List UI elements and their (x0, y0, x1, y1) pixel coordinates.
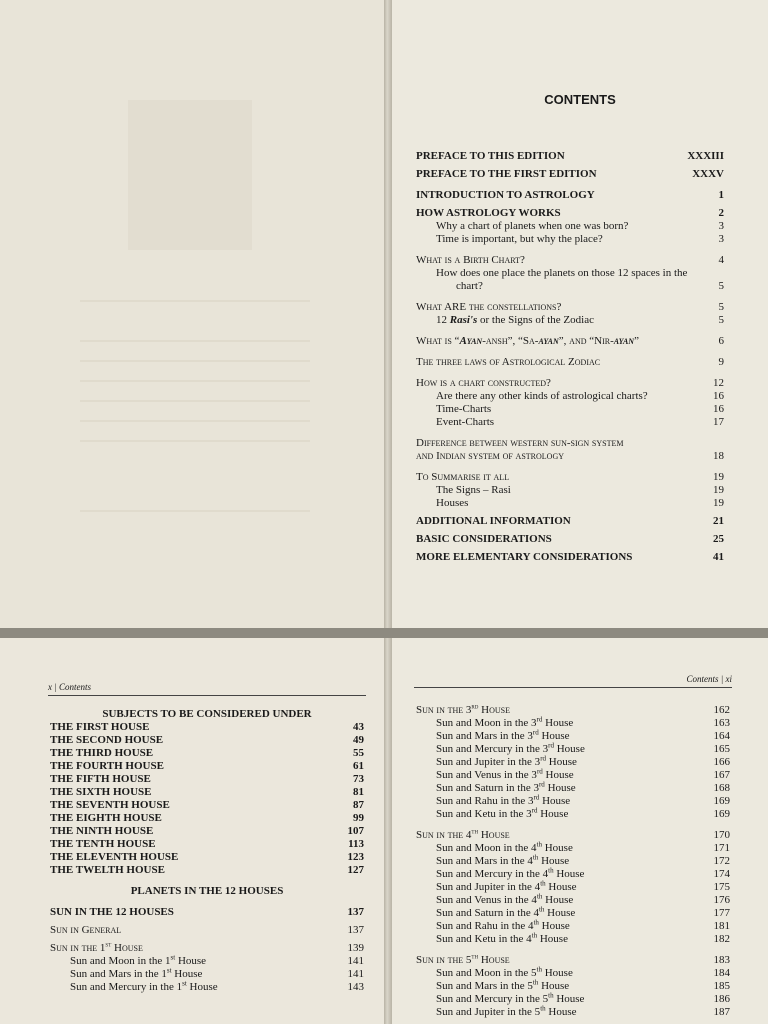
toc-subentry: Sun and Jupiter in the 4th House 175 (436, 879, 730, 893)
toc-entry: THE THIRD HOUSE 55 (50, 747, 364, 759)
toc-subentry: Sun and Venus in the 3rd House 167 (436, 767, 730, 781)
toc-subentry: Sun and Moon in the 5th House 184 (436, 965, 730, 979)
show-through-line (80, 420, 310, 422)
toc-subentry: Sun and Mercury in the 1st House 143 (70, 979, 364, 993)
toc-subentry: Sun and Moon in the 1st House 141 (70, 953, 364, 967)
toc-entry: BASIC CONSIDERATIONS 25 (416, 533, 724, 545)
toc-entry: To Summarise it all 19 (416, 471, 724, 483)
toc-entry: INTRODUCTION TO ASTROLOGY 1 (416, 189, 724, 201)
section-heading: SUBJECTS TO BE CONSIDERED UNDER (102, 708, 312, 720)
toc-entry: THE TWELTH HOUSE 127 (50, 864, 364, 876)
book-gutter (384, 0, 392, 628)
toc-entry: THE FIRST HOUSE 43 (50, 721, 364, 733)
scan-divider (0, 628, 768, 638)
page-x (0, 638, 384, 1024)
section-heading: PLANETS IN THE 12 HOUSES (130, 885, 284, 897)
toc-subentry: Sun and Venus in the 4th House 176 (436, 892, 730, 906)
show-through-line (80, 380, 310, 382)
show-through-line (80, 440, 310, 442)
toc-entry: THE NINTH HOUSE 107 (50, 825, 364, 837)
toc-entry: THE SECOND HOUSE 49 (50, 734, 364, 746)
toc-entry: THE EIGHTH HOUSE 99 (50, 812, 364, 824)
show-through-line (80, 360, 310, 362)
toc-list (416, 150, 724, 564)
toc-entry-cont: and Indian system of astrology 18 (416, 450, 724, 462)
toc-list (416, 704, 730, 1019)
toc-subentry: Sun and Rahu in the 3rd House 169 (436, 793, 730, 807)
toc-subentry: Why a chart of planets when one was born? 3 (436, 220, 724, 232)
toc-entry: Sun in the 4th House 170 (416, 827, 730, 841)
page-title: CONTENTS (544, 92, 616, 107)
toc-subentry: Sun and Jupiter in the 5th House 187 (436, 1004, 730, 1018)
toc-subentry: Time-Charts 16 (436, 403, 724, 415)
toc-entry: ADDITIONAL INFORMATION 21 (416, 515, 724, 527)
toc-subentry: Sun and Ketu in the 3rd House 169 (436, 806, 730, 820)
toc-subentry: Sun and Jupiter in the 3rd House 166 (436, 754, 730, 768)
toc-subentry: 12 Rasi's or the Signs of the Zodiac 5 (436, 314, 724, 326)
toc-entry: HOW ASTROLOGY WORKS 2 (416, 207, 724, 219)
toc-entry: PREFACE TO THIS EDITION XXXIII (416, 150, 724, 162)
show-through-line (80, 340, 310, 342)
show-through-line (80, 400, 310, 402)
facing-page-left (0, 0, 384, 628)
toc-entry: PREFACE TO THE FIRST EDITION XXXV (416, 168, 724, 180)
toc-entry: Sun in the 3rd House 162 (416, 702, 730, 716)
toc-entry: THE FIFTH HOUSE 73 (50, 773, 364, 785)
contents-page (392, 0, 768, 628)
toc-entry: Sun in General 137 (50, 924, 364, 936)
book-gutter (384, 638, 392, 1024)
show-through-line (80, 300, 310, 302)
toc-subentry: Sun and Moon in the 4th House 171 (436, 840, 730, 854)
toc-subentry: Sun and Mercury in the 5th House 186 (436, 991, 730, 1005)
toc-entry: What is “Ayan-ansh”, “Sa-ayan”, and “Nir-ayan” 6 (416, 335, 724, 347)
toc-subentry: Time is important, but why the place? 3 (436, 233, 724, 245)
toc-subentry: Sun and Mars in the 4th House 172 (436, 853, 730, 867)
toc-subentry: Sun and Ketu in the 4th House 182 (436, 931, 730, 945)
toc-entry: THE FOURTH HOUSE 61 (50, 760, 364, 772)
toc-entry: Sun in the 5th House 183 (416, 952, 730, 966)
toc-subentry: Sun and Saturn in the 3rd House 168 (436, 780, 730, 794)
toc-entry: The three laws of Astrological Zodiac 9 (416, 356, 724, 368)
toc-entry: SUN IN THE 12 HOUSES 137 (50, 906, 364, 918)
toc-subentry: Sun and Mercury in the 4th House 174 (436, 866, 730, 880)
toc-subentry: Sun and Mars in the 1st House 141 (70, 966, 364, 980)
toc-subentry: The Signs – Rasi 19 (436, 484, 724, 496)
toc-list (50, 708, 364, 994)
toc-entry: THE SEVENTH HOUSE 87 (50, 799, 364, 811)
toc-entry: THE TENTH HOUSE 113 (50, 838, 364, 850)
toc-subentry-cont: chart? 5 (456, 280, 724, 292)
toc-entry: THE SIXTH HOUSE 81 (50, 786, 364, 798)
toc-subentry: Sun and Moon in the 3rd House 163 (436, 715, 730, 729)
toc-entry: THE ELEVENTH HOUSE 123 (50, 851, 364, 863)
toc-subentry: Sun and Rahu in the 4th House 181 (436, 918, 730, 932)
toc-entry: Sun in the 1st House 139 (50, 940, 364, 954)
toc-entry: What is a Birth Chart? 4 (416, 254, 724, 266)
toc-subentry: Are there any other kinds of astrological charts? 16 (436, 390, 724, 402)
toc-entry: MORE ELEMENTARY CONSIDERATIONS 41 (416, 551, 724, 563)
running-header: x | Contents (48, 682, 366, 696)
page-xi (392, 638, 768, 1024)
toc-subentry: Event-Charts 17 (436, 416, 724, 428)
houses-list (50, 721, 364, 877)
toc-subentry: Sun and Mercury in the 3rd House 165 (436, 741, 730, 755)
toc-subentry: Sun and Mars in the 3rd House 164 (436, 728, 730, 742)
show-through-line (80, 510, 310, 512)
toc-entry: What ARE the constellations? 5 (416, 301, 724, 313)
toc-subentry: How does one place the planets on those 12 spaces in the (436, 267, 688, 279)
toc-subentry: Sun and Mars in the 5th House 185 (436, 978, 730, 992)
toc-entry: How is a chart constructed? 12 (416, 377, 724, 389)
show-through-image (128, 100, 252, 250)
running-header: Contents | xi (414, 674, 732, 688)
toc-subentry: Houses 19 (436, 497, 724, 509)
toc-subentry: Sun and Saturn in the 4th House 177 (436, 905, 730, 919)
toc-entry: Difference between western sun-sign system (416, 437, 624, 449)
